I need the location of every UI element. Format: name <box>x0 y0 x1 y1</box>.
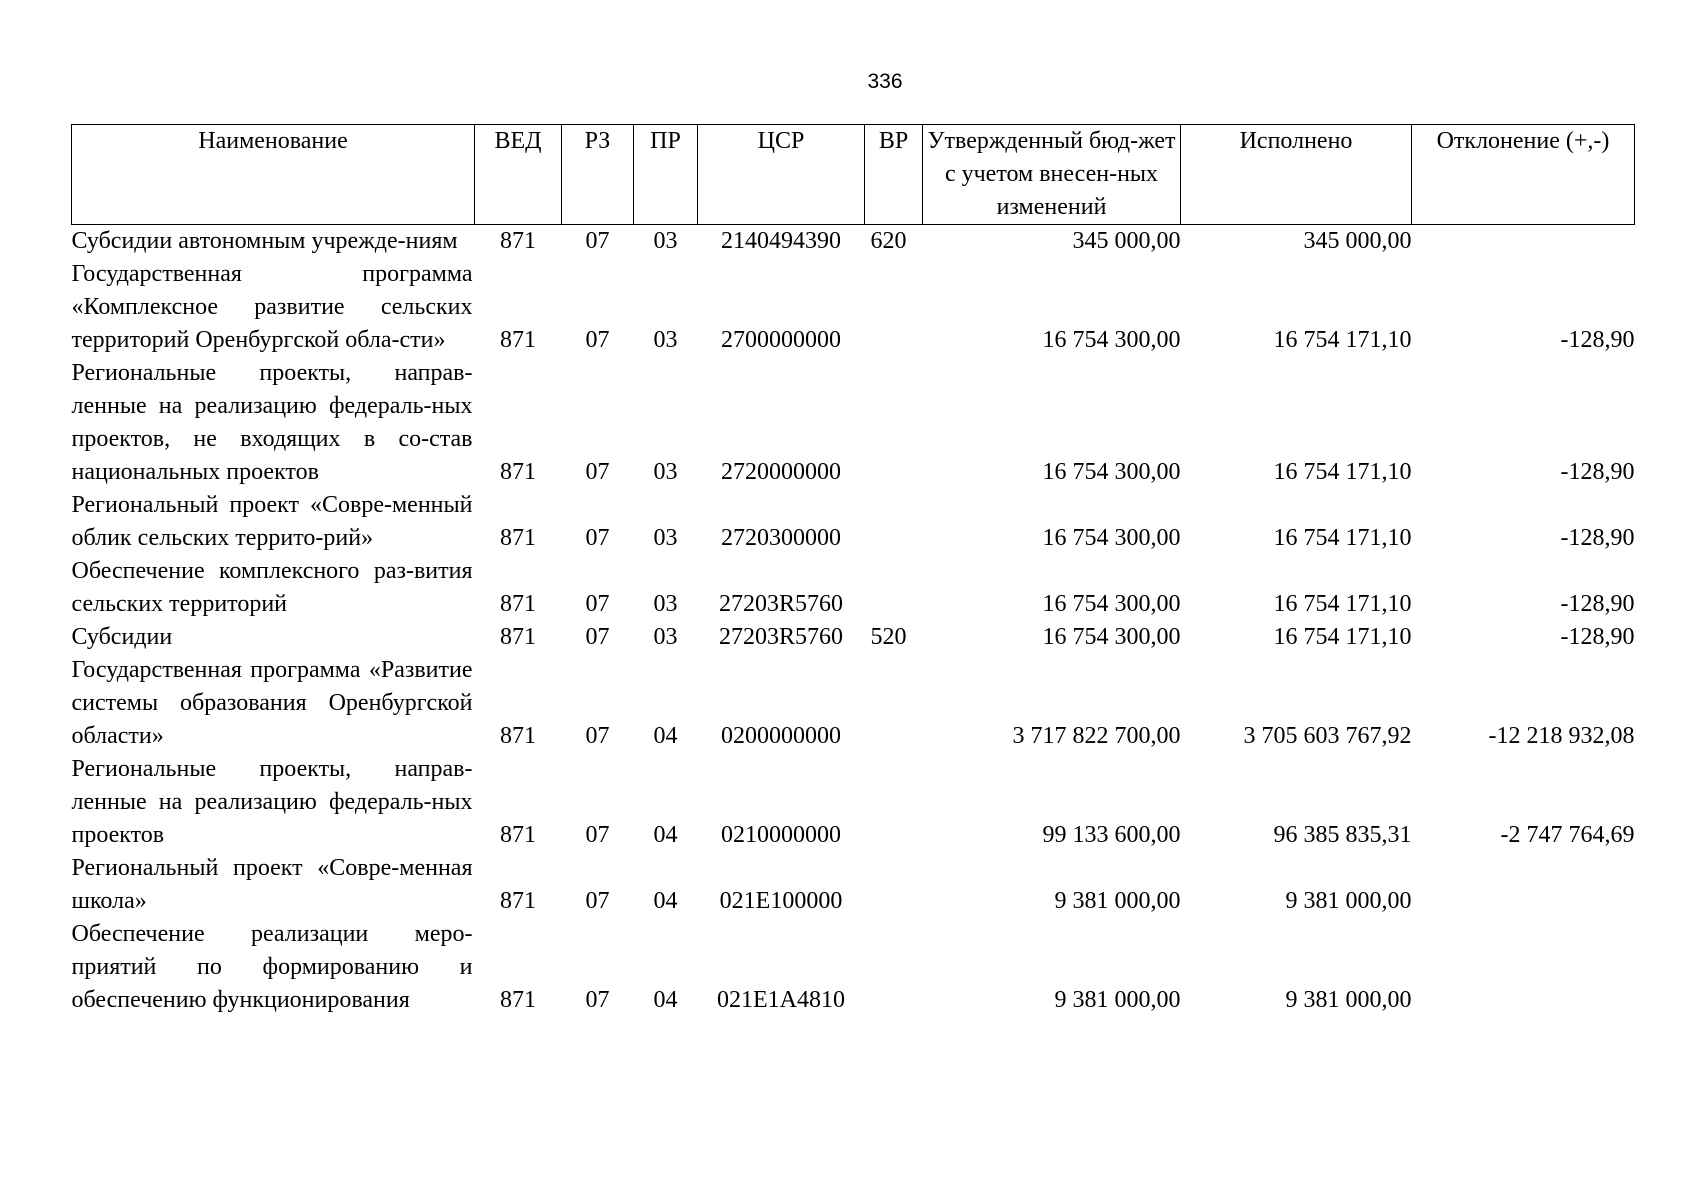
cell-vr: 620 <box>870 228 907 254</box>
cell-ved: 871 <box>500 228 536 254</box>
cell-name: Обеспечение реализации меро-приятий по формированию и обеспечению функционирования <box>71 921 473 1013</box>
cell-name: Региональный проект «Совре-менная школа» <box>71 855 473 914</box>
cell-ved: 871 <box>500 591 536 617</box>
cell-ved: 871 <box>500 888 536 914</box>
cell-vr <box>865 753 923 852</box>
cell-executed: 96 385 835,31 <box>1273 822 1412 848</box>
header-ved: ВЕД <box>475 125 562 225</box>
table-row <box>72 357 1635 489</box>
cell-executed: 16 754 171,10 <box>1273 624 1412 650</box>
cell-ved: 871 <box>500 987 536 1013</box>
cell-rz: 07 <box>585 888 610 914</box>
cell-deviation: -12 218 932,08 <box>1488 723 1635 749</box>
header-executed: Исполнено <box>1181 125 1412 225</box>
cell-ved: 871 <box>500 822 536 848</box>
cell-vr <box>865 654 923 753</box>
cell-deviation <box>1412 852 1635 918</box>
cell-pr: 03 <box>653 228 678 254</box>
cell-csr: 021E100000 <box>719 888 843 914</box>
cell-approved-budget: 16 754 300,00 <box>1042 591 1181 617</box>
cell-vr <box>865 918 923 1017</box>
header-pr: ПР <box>634 125 698 225</box>
cell-pr: 03 <box>653 327 678 353</box>
table-row <box>72 918 1635 1017</box>
cell-approved-budget: 16 754 300,00 <box>1042 525 1181 551</box>
cell-deviation: -128,90 <box>1560 327 1635 353</box>
cell-pr: 03 <box>653 624 678 650</box>
table-row <box>72 258 1635 357</box>
cell-rz: 07 <box>585 525 610 551</box>
cell-pr: 03 <box>653 525 678 551</box>
cell-approved-budget: 345 000,00 <box>1072 228 1181 254</box>
header-rz: РЗ <box>562 125 634 225</box>
cell-deviation: -128,90 <box>1560 459 1635 485</box>
cell-name: Государственная программа «Комплексное развитие сельских территорий Оренбургской обла-сти» <box>71 261 473 353</box>
cell-pr: 04 <box>653 987 678 1013</box>
cell-approved-budget: 16 754 300,00 <box>1042 459 1181 485</box>
cell-deviation: -2 747 764,69 <box>1500 822 1635 848</box>
cell-executed: 16 754 171,10 <box>1273 459 1412 485</box>
cell-vr <box>865 357 923 489</box>
cell-executed: 16 754 171,10 <box>1273 327 1412 353</box>
cell-vr: 520 <box>870 624 907 650</box>
cell-pr: 04 <box>653 723 678 749</box>
cell-pr: 04 <box>653 888 678 914</box>
cell-csr: 2140494390 <box>721 228 841 254</box>
cell-approved-budget: 16 754 300,00 <box>1042 327 1181 353</box>
cell-pr: 03 <box>653 591 678 617</box>
cell-approved-budget: 16 754 300,00 <box>1042 624 1181 650</box>
table-row <box>72 654 1635 753</box>
cell-csr: 27203R5760 <box>718 591 843 617</box>
cell-deviation <box>1412 225 1635 259</box>
cell-name: Государственная программа «Развитие системы образования Оренбургской области» <box>71 657 473 749</box>
cell-vr <box>865 852 923 918</box>
header-deviation: Отклонение (+,-) <box>1412 125 1635 225</box>
cell-csr: 0200000000 <box>721 723 841 749</box>
cell-csr: 2700000000 <box>721 327 841 353</box>
cell-ved: 871 <box>500 327 536 353</box>
cell-approved-budget: 9 381 000,00 <box>1054 987 1181 1013</box>
cell-rz: 07 <box>585 822 610 848</box>
cell-pr: 03 <box>653 459 678 485</box>
cell-name: Региональный проект «Совре-менный облик сельских террито-рий» <box>71 492 473 551</box>
cell-deviation <box>1412 918 1635 1017</box>
cell-pr: 04 <box>653 822 678 848</box>
cell-deviation: -128,90 <box>1560 591 1635 617</box>
cell-rz: 07 <box>585 624 610 650</box>
cell-rz: 07 <box>585 228 610 254</box>
cell-ved: 871 <box>500 723 536 749</box>
table-header-row <box>72 125 1635 225</box>
cell-name: Региональные проекты, направ-ленные на реализацию федераль-ных проектов, не входящих в со-став национальных проектов <box>71 360 473 485</box>
header-approved-budget: Утвержденный бюд-жет с учетом внесен-ных изменений <box>923 125 1181 225</box>
cell-executed: 16 754 171,10 <box>1273 525 1412 551</box>
cell-deviation: -128,90 <box>1560 525 1635 551</box>
cell-rz: 07 <box>585 459 610 485</box>
table-row <box>72 753 1635 852</box>
header-vr: ВР <box>865 125 923 225</box>
cell-rz: 07 <box>585 591 610 617</box>
cell-csr: 0210000000 <box>721 822 841 848</box>
header-name: Наименование <box>72 125 475 225</box>
cell-name: Субсидии автономным учрежде-ниям <box>71 228 458 254</box>
budget-execution-table <box>71 124 1635 1017</box>
cell-ved: 871 <box>500 624 536 650</box>
table-row <box>72 489 1635 555</box>
cell-csr: 27203R5760 <box>718 624 843 650</box>
table-row <box>72 555 1635 621</box>
cell-executed: 345 000,00 <box>1303 228 1412 254</box>
cell-vr <box>865 489 923 555</box>
cell-rz: 07 <box>585 723 610 749</box>
cell-executed: 3 705 603 767,92 <box>1243 723 1412 749</box>
cell-name: Обеспечение комплексного раз-вития сельских территорий <box>71 558 473 617</box>
cell-vr <box>865 555 923 621</box>
cell-rz: 07 <box>585 327 610 353</box>
cell-approved-budget: 9 381 000,00 <box>1054 888 1181 914</box>
cell-csr: 2720300000 <box>721 525 841 551</box>
cell-executed: 9 381 000,00 <box>1285 888 1412 914</box>
cell-name: Субсидии <box>71 624 173 650</box>
table-body <box>72 225 1635 1018</box>
table-row <box>72 852 1635 918</box>
cell-csr: 021E1A4810 <box>717 987 845 1013</box>
cell-approved-budget: 3 717 822 700,00 <box>1012 723 1181 749</box>
cell-rz: 07 <box>585 987 610 1013</box>
cell-executed: 9 381 000,00 <box>1285 987 1412 1013</box>
cell-ved: 871 <box>500 525 536 551</box>
table-row <box>72 225 1635 259</box>
table-row <box>72 621 1635 654</box>
cell-deviation: -128,90 <box>1560 624 1635 650</box>
cell-ved: 871 <box>500 459 536 485</box>
cell-csr: 2720000000 <box>721 459 841 485</box>
cell-name: Региональные проекты, направ-ленные на реализацию федераль-ных проектов <box>71 756 473 848</box>
page-number: 336 <box>867 70 903 93</box>
cell-vr <box>865 258 923 357</box>
header-csr: ЦСР <box>698 125 865 225</box>
cell-approved-budget: 99 133 600,00 <box>1042 822 1181 848</box>
cell-executed: 16 754 171,10 <box>1273 591 1412 617</box>
